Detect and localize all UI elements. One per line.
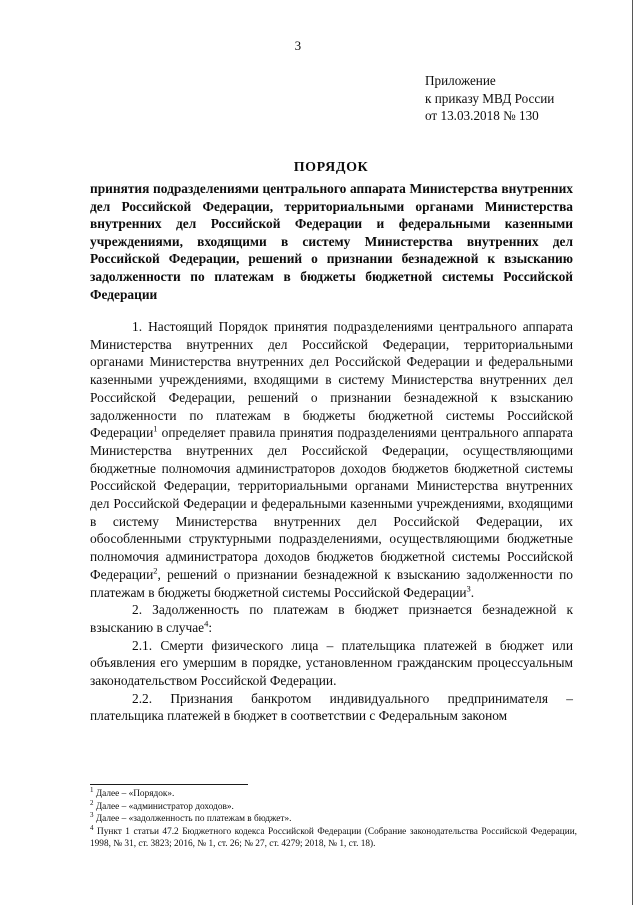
footnote-2-marker: 2	[90, 798, 94, 807]
document-heading: ПОРЯДОК	[293, 160, 369, 175]
document-body	[90, 318, 573, 725]
footnote-separator	[90, 784, 248, 785]
footnote-3	[90, 813, 577, 826]
approval-line-2: к приказу МВД России	[425, 90, 555, 106]
paragraph-1-text-a: 1. Настоящий Порядок принятия подразделениями центрального аппарата Министерства внутренних дел Российской Федерации, территориальными органами Министерства внутренних дел Российской Федерации и федеральными казенными учреждениями, входящими в систему Министерства внутренних дел Российской Федерации, решений о признании безнадежной к взысканию задолженности по платежам в бюджеты бюджетной системы Российской Федерации	[90, 319, 573, 441]
paragraph-2-text-a: 2. Задолженность по платежам в бюджет признается безнадежной к взысканию в случае	[90, 602, 573, 635]
paragraph-2	[90, 601, 573, 636]
footnote-ref-4: 4	[204, 618, 209, 629]
paragraph-2-1: 2.1. Смерти физического лица – плательщика платежей в бюджет или объявления его умершим в порядке, установленном гражданским процессуальным законодательством Российской Федерации.	[90, 637, 573, 689]
paragraph-1	[90, 318, 573, 601]
paragraph-1-text-d: .	[470, 584, 475, 600]
footnote-ref-1: 1	[153, 423, 158, 434]
paragraph-1-text-b: определяет правила принятия подразделениями центрального аппарата Министерства внутренних дел Российской Федерации, осуществляющими бюджетные полномочия администраторов доходов бюджетов бюджетной системы Российской Федерации, территориальными органами Министерства внутренних дел Российской Федерации и федеральными казенными учреждениями, входящими в систему Министерства внутренних дел Российской Федерации, их обособленными структурными подразделениями, осуществляющими бюджетные полномочия администратора доходов бюджетов бюджетной системы Российской Федерации	[90, 425, 573, 582]
scan-edge-margin	[633, 0, 640, 905]
paragraph-1-text-c: , решений о признании безнадежной к взысканию задолженности по платежам в бюджеты бюджетной системы Российской Федерации	[90, 566, 573, 600]
approval-line-1: Приложение	[425, 73, 496, 88]
footnote-ref-3: 3	[466, 583, 471, 594]
page-number: 3	[294, 38, 302, 53]
approval-block	[425, 72, 554, 125]
footnote-4	[90, 823, 577, 851]
footnote-2-text: Далее – «администратор доходов».	[93, 801, 234, 812]
footnote-3-text: Далее – «задолженность по платежам в бюджет».	[93, 814, 292, 825]
footnote-1-marker: 1	[90, 785, 94, 794]
footnote-3-marker: 3	[90, 811, 94, 820]
paragraph-2-2: 2.2. Признания банкротом индивидуального предпринимателя – плательщика платежей в бюджет в соответствии с Федеральным законом	[90, 690, 573, 724]
approval-line-3: от 13.03.2018 № 130	[425, 108, 539, 123]
document-subtitle: принятия подразделениями центрального аппарата Министерства внутренних дел Российской Федерации, территориальными органами Министерства внутренних дел Российской Федерации и федеральными казенными учреждениями, входящими в систему Министерства внутренних дел Российской Федерации, решений о признании безнадежной к взысканию задолженности по платежам в бюджеты бюджетной системы Российской Федерации	[90, 181, 573, 302]
paragraph-2-text-b: :	[208, 619, 213, 635]
footnote-1	[90, 785, 577, 801]
footnote-4-marker: 4	[90, 823, 94, 832]
footnote-2	[90, 798, 577, 814]
footnote-1-text: Далее – «Порядок».	[93, 789, 175, 799]
footnote-list	[90, 785, 577, 851]
footnote-4-text: Пункт 1 статьи 47.2 Бюджетного кодекса Российской Федерации (Собрание законодательства Российской Федерации, 1998, № 31, ст. 3823; 2016, № 1, ст. 26; № 27, ст. 4279; 2018, № 1, ст. 18).	[90, 826, 577, 850]
footnote-ref-2: 2	[153, 565, 158, 576]
